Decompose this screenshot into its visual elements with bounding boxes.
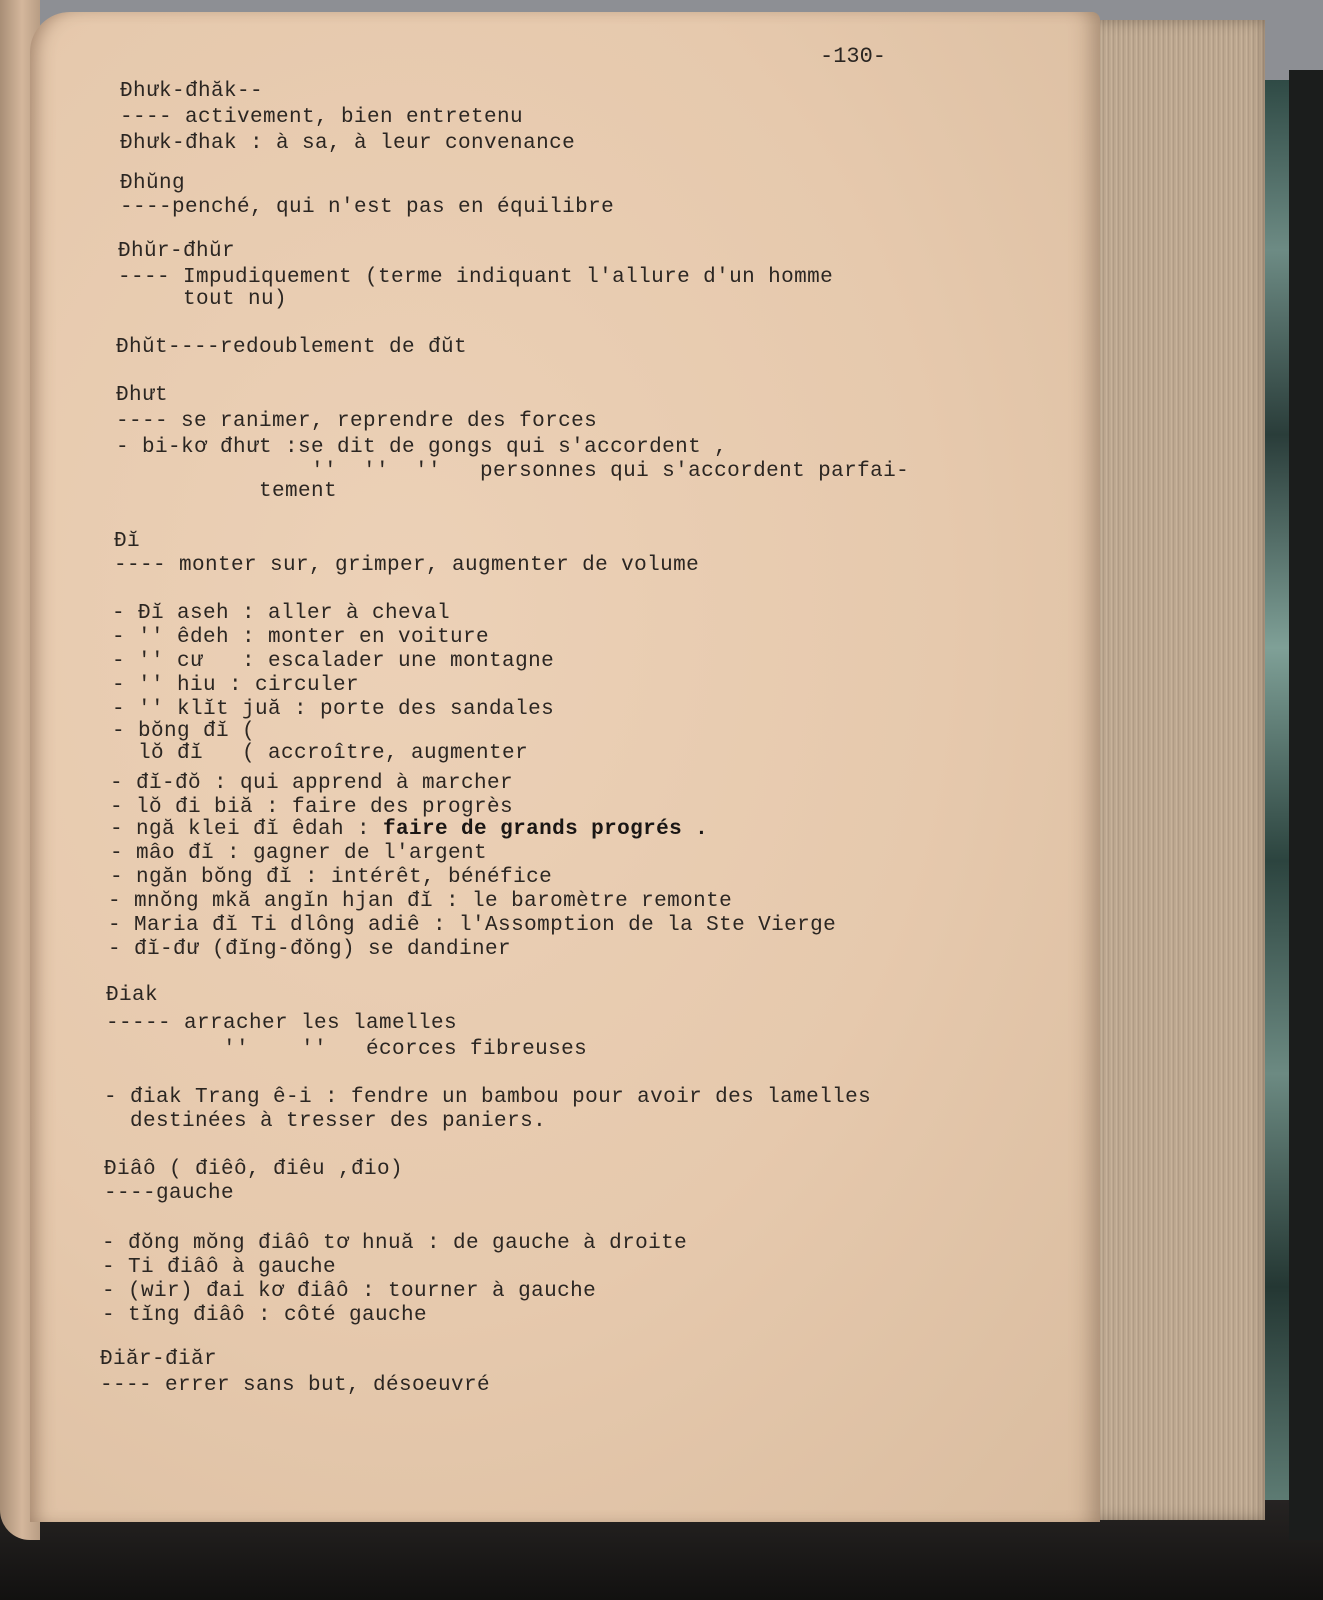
entry-example-continued: tement [116,480,338,503]
entry-example: - mnŏng mkă angĭn hjan đĭ : le baromètre remonte [108,890,733,913]
entry-example: - '' klĭt juă : porte des sandales [112,698,555,721]
entry-example: - '' hiu : circuler [112,674,360,697]
entry-example: - bŏng đĭ ( [112,720,256,743]
entry-example: - '' cư : escalader une montagne [112,650,555,673]
entry-headword: Đĭ [114,530,141,553]
entry-definition: ----- arracher les lamelles [106,1012,458,1035]
entry-headword: Điâô ( điêô, điêu ,đio) [104,1158,404,1181]
entry-headword: Đhŭt----redoublement de đŭt [116,336,468,359]
entry-example: - Ti điâô à gauche [102,1256,337,1279]
entry-example-continued: '' '' '' personnes qui s'accordent parfai- [116,460,910,483]
entry-definition: ---- monter sur, grimper, augmenter de volume [114,554,700,577]
entry-example: - ngăn bŏng đĭ : intérêt, bénéfice [110,866,553,889]
entry-example-bold: faire de grands progrés . [383,818,709,841]
entry-example: - Đĭ aseh : aller à cheval [112,602,451,625]
entry-example-continued: destinées à tresser des paniers. [104,1110,547,1133]
entry-example: - tĭng điâô : côté gauche [102,1304,428,1327]
entry-example: - đŏng mŏng điâô tơ hnuă : de gauche à droite [102,1232,688,1255]
entry-example: - (wir) đai kơ điâô : tourner à gauche [102,1280,597,1303]
entry-example: - đĭ-đŏ : qui apprend à marcher [110,772,514,795]
entry-definition: ---- errer sans but, désoeuvré [100,1374,491,1397]
entry-example: lŏ đĭ ( accroître, augmenter [112,742,529,765]
entry-example-term: - ngă klei đĭ êdah : [110,818,384,841]
entry-example: - Maria đĭ Ti dlông adiê : l'Assomption de la Ste Vierge [108,914,837,937]
entry-headword: Điak [106,984,159,1007]
entry-definition: ---- activement, bien entretenu [120,106,524,129]
entry-definition: ---- se ranimer, reprendre des forces [116,410,598,433]
entry-definition: ----penché, qui n'est pas en équilibre [120,196,615,219]
entry-example: Đhưk-đhak : à sa, à leur convenance [120,132,576,155]
entry-headword: Đhưk-đhăk-- [120,80,264,103]
entry-definition: ----gauche [104,1182,235,1205]
page-block-edge [1090,20,1265,1520]
marbled-edge [1265,80,1289,1500]
book-cover [1289,70,1323,1540]
entry-example [110,818,708,842]
entry-definition-continued: '' '' écorces fibreuses [106,1038,588,1061]
entry-headword: Đhŭng [120,172,186,195]
entry-example: - đĭ-đư (đĭng-đŏng) se dandiner [108,938,512,961]
entry-headword: Đhŭr-đhŭr [118,240,236,263]
document-page [30,12,1100,1522]
entry-example: - mâo đĭ : gagner de l'argent [110,842,488,865]
entry-definition-continued: tout nu) [118,288,288,311]
entry-example: - điak Trang ê-i : fendre un bambou pour avoir des lamelles [104,1086,872,1109]
entry-example: - bi-kơ đhưt :se dit de gongs qui s'accordent , [116,436,728,459]
entry-headword: Điăr-điăr [100,1348,218,1371]
entry-example: - lŏ đi biă : faire des progrès [110,796,514,819]
page-number: -130- [820,44,887,69]
entry-headword: Đhưt [116,384,169,407]
entry-definition: ---- Impudiquement (terme indiquant l'allure d'un homme [118,266,834,289]
entry-example: - '' êdeh : monter en voiture [112,626,490,649]
